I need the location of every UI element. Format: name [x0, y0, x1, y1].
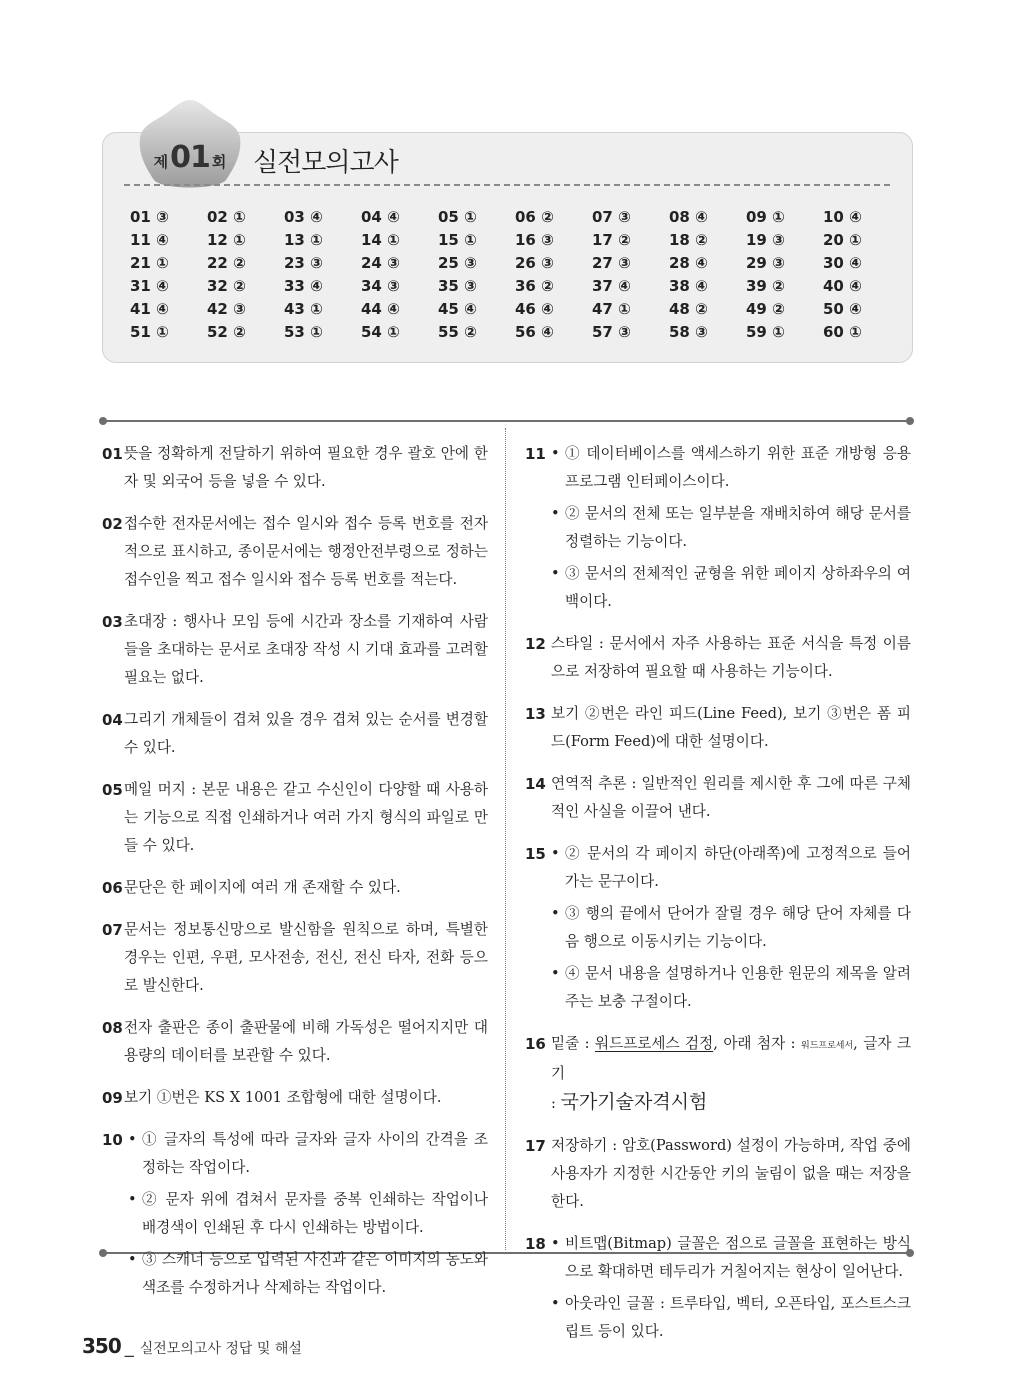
- footer-title: 실전모의고사 정답 및 해설: [139, 1341, 302, 1357]
- exam-title: 실전모의고사: [253, 148, 398, 178]
- question-number: 01: [102, 445, 123, 463]
- subscript-label: , 아래 첨자 :: [713, 1035, 801, 1052]
- answer-cell: 48 ②: [669, 299, 708, 318]
- bullet-item: • ② 문자 위에 겹쳐서 문자를 중복 인쇄하는 작업이나 배경색이 인쇄된 후 다시 인쇄하는 방법이다.: [128, 1186, 488, 1242]
- question-number: 18: [525, 1235, 546, 1253]
- explanation-text: 그리기 개체들이 겹쳐 있을 경우 겹쳐 있는 순서를 변경할 수 있다.: [124, 711, 488, 756]
- explanation-text: 스타일 : 문서에서 자주 사용하는 표준 서식을 특정 이름으로 저장하여 필요할 때 사용하는 기능이다.: [551, 635, 911, 680]
- answer-cell: 29 ③: [746, 253, 785, 272]
- answer-cell: 46 ④: [515, 299, 554, 318]
- font-size-label: , 글자 크기: [551, 1035, 911, 1082]
- bullet-text: ② 문자 위에 겹쳐서 문자를 중복 인쇄하는 작업이나 배경색이 인쇄된 후 다시 인쇄하는 방법이다.: [142, 1191, 488, 1236]
- answer-cell: 14 ①: [361, 230, 400, 249]
- answer-cell: 15 ①: [438, 230, 477, 249]
- answer-cell: 38 ④: [669, 276, 708, 295]
- explanation-text: 메일 머지 : 본문 내용은 같고 수신인이 다양할 때 사용하는 기능으로 직접 인쇄하거나 여러 가지 형식의 파일로 만들 수 있다.: [124, 781, 488, 854]
- round-badge: [148, 140, 232, 175]
- answer-cell: 31 ④: [130, 276, 169, 295]
- badge-number: 01: [170, 140, 210, 175]
- answer-row: [130, 274, 900, 297]
- explanation-text: 보기 ②번은 라인 피드(Line Feed), 보기 ③번은 폼 피드(Form Feed)에 대한 설명이다.: [551, 705, 911, 750]
- answer-cell: 40 ④: [823, 276, 862, 295]
- answer-cell: 51 ①: [130, 322, 169, 341]
- bullet-item: • ② 문서의 전체 또는 일부분을 재배치하여 해당 문서를 정렬하는 기능이다.: [551, 500, 911, 556]
- answer-cell: 59 ①: [746, 322, 785, 341]
- bullet-item: • 아웃라인 글꼴 : 트루타입, 벡터, 오픈타입, 포스트스크립트 등이 있다.: [551, 1290, 911, 1346]
- answer-cell: 52 ②: [207, 322, 246, 341]
- subscript-sample: 워드프로세서: [801, 1041, 854, 1051]
- answer-cell: 24 ③: [361, 253, 400, 272]
- answer-cell: 53 ①: [284, 322, 323, 341]
- answer-cell: 43 ①: [284, 299, 323, 318]
- answer-cell: 04 ④: [361, 207, 400, 226]
- answer-cell: 03 ④: [284, 207, 323, 226]
- explanation-item: [102, 776, 488, 860]
- bullet-list: [551, 440, 911, 616]
- answer-cell: 26 ③: [515, 253, 554, 272]
- explanation-item: [525, 1230, 911, 1346]
- question-number: 10: [102, 1131, 123, 1149]
- explanations-left-column: [102, 440, 488, 1302]
- answer-cell: 47 ①: [592, 299, 631, 318]
- answer-cell: 22 ②: [207, 253, 246, 272]
- answer-cell: 33 ④: [284, 276, 323, 295]
- badge-suffix: 회: [211, 153, 227, 171]
- answer-cell: 32 ②: [207, 276, 246, 295]
- bullet-text: ④ 문서 내용을 설명하거나 인용한 원문의 제목을 알려주는 보충 구절이다.: [565, 965, 911, 1010]
- font-size-sample: 국가기술자격시험: [560, 1091, 708, 1113]
- explanation-text: [551, 1030, 911, 1118]
- explanation-text: 접수한 전자문서에는 접수 일시와 접수 등록 번호를 전자적으로 표시하고, 종이문서에는 행정안전부령으로 정하는 접수인을 찍고 접수 일시와 접수 등록 번호를 적는다.: [124, 515, 488, 588]
- divider-dot: [906, 417, 914, 425]
- answer-cell: 07 ③: [592, 207, 631, 226]
- answer-cell: 45 ④: [438, 299, 477, 318]
- bullet-item: • ② 문서의 각 페이지 하단(아래쪽)에 고정적으로 들어가는 문구이다.: [551, 840, 911, 896]
- badge-prefix: 제: [153, 153, 169, 171]
- colon: :: [551, 1095, 561, 1112]
- answer-cell: 50 ④: [823, 299, 862, 318]
- answer-cell: 18 ②: [669, 230, 708, 249]
- answer-cell: 08 ④: [669, 207, 708, 226]
- bullet-text: ② 문서의 전체 또는 일부분을 재배치하여 해당 문서를 정렬하는 기능이다.: [565, 505, 911, 550]
- dashed-divider: [124, 184, 890, 186]
- question-number: 02: [102, 515, 123, 533]
- answer-row: [130, 205, 900, 228]
- question-number: 03: [102, 613, 123, 631]
- bullet-text: 비트맵(Bitmap) 글꼴은 점으로 글꼴을 표현하는 방식으로 확대하면 테두리가 거칠어지는 현상이 일어난다.: [565, 1235, 911, 1280]
- page-number: 350: [82, 1334, 121, 1358]
- answer-cell: 02 ①: [207, 207, 246, 226]
- answer-cell: 30 ④: [823, 253, 862, 272]
- answer-cell: 20 ①: [823, 230, 862, 249]
- question-number: 15: [525, 845, 546, 863]
- explanation-item: [525, 1030, 911, 1118]
- explanation-item: [102, 874, 488, 902]
- bullet-item: • ③ 행의 끝에서 단어가 잘릴 경우 해당 단어 자체를 다음 행으로 이동시키는 기능이다.: [551, 900, 911, 956]
- page-footer: [82, 1334, 302, 1358]
- explanation-text: 저장하기 : 암호(Password) 설정이 가능하며, 작업 중에 사용자가 지정한 시간동안 키의 눌림이 없을 때는 저장을 한다.: [551, 1137, 911, 1210]
- explanation-text: 전자 출판은 종이 출판물에 비해 가독성은 떨어지지만 대용량의 데이터를 보관할 수 있다.: [124, 1019, 488, 1064]
- bullet-item: • ③ 스캐너 등으로 입력된 사진과 같은 이미지의 농도와 색조를 수정하거나 삭제하는 작업이다.: [128, 1246, 488, 1302]
- answer-cell: 09 ①: [746, 207, 785, 226]
- explanation-text: 연역적 추론 : 일반적인 원리를 제시한 후 그에 따른 구체적인 사실을 이끌어 낸다.: [551, 775, 911, 820]
- answer-cell: 11 ④: [130, 230, 169, 249]
- explanation-item: [102, 440, 488, 496]
- question-number: 07: [102, 921, 123, 939]
- bullet-text: 아웃라인 글꼴 : 트루타입, 벡터, 오픈타입, 포스트스크립트 등이 있다.: [565, 1295, 911, 1340]
- question-number: 09: [102, 1089, 123, 1107]
- answer-cell: 36 ②: [515, 276, 554, 295]
- answer-cell: 41 ④: [130, 299, 169, 318]
- explanation-item: [102, 1084, 488, 1112]
- answer-cell: 01 ③: [130, 207, 169, 226]
- bullet-text: ① 데이터베이스를 액세스하기 위한 표준 개방형 응용 프로그램 인터페이스이다.: [565, 445, 911, 490]
- column-divider: [505, 428, 506, 1250]
- explanation-item: [525, 770, 911, 826]
- answer-cell: 25 ③: [438, 253, 477, 272]
- explanation-item: [525, 840, 911, 1016]
- top-divider: [102, 420, 911, 422]
- explanation-item: [102, 1126, 488, 1302]
- explanation-text: 문서는 정보통신망으로 발신함을 원칙으로 하며, 특별한 경우는 인편, 우편, 모사전송, 전신, 전신 타자, 전화 등으로 발신한다.: [124, 921, 488, 994]
- explanation-item: [102, 706, 488, 762]
- answer-cell: 58 ③: [669, 322, 708, 341]
- bullet-list: [551, 1230, 911, 1346]
- answer-cell: 37 ④: [592, 276, 631, 295]
- explanation-text: 문단은 한 페이지에 여러 개 존재할 수 있다.: [124, 879, 401, 896]
- footer-separator: _: [124, 1337, 134, 1358]
- answer-cell: 21 ①: [130, 253, 169, 272]
- bullet-item: • ④ 문서 내용을 설명하거나 인용한 원문의 제목을 알려주는 보충 구절이다.: [551, 960, 911, 1016]
- bullet-list: [128, 1126, 488, 1302]
- divider-dot: [99, 417, 107, 425]
- answer-cell: 19 ③: [746, 230, 785, 249]
- explanation-item: [525, 1132, 911, 1216]
- bullet-text: ② 문서의 각 페이지 하단(아래쪽)에 고정적으로 들어가는 문구이다.: [565, 845, 911, 890]
- answer-cell: 17 ②: [592, 230, 631, 249]
- answer-cell: 60 ①: [823, 322, 862, 341]
- explanation-item: [102, 916, 488, 1000]
- bullet-list: [551, 840, 911, 1016]
- bullet-text: ① 글자의 특성에 따라 글자와 글자 사이의 간격을 조정하는 작업이다.: [142, 1131, 488, 1176]
- answer-row: [130, 297, 900, 320]
- answer-cell: 13 ①: [284, 230, 323, 249]
- bullet-item: • ① 글자의 특성에 따라 글자와 글자 사이의 간격을 조정하는 작업이다.: [128, 1126, 488, 1182]
- explanation-item: [525, 700, 911, 756]
- answer-cell: 56 ④: [515, 322, 554, 341]
- question-number: 11: [525, 445, 546, 463]
- answer-cell: 28 ④: [669, 253, 708, 272]
- answer-cell: 35 ③: [438, 276, 477, 295]
- question-number: 08: [102, 1019, 123, 1037]
- answer-row: [130, 320, 900, 343]
- explanation-item: [525, 440, 911, 616]
- answer-row: [130, 251, 900, 274]
- answer-row: [130, 228, 900, 251]
- question-number: 16: [525, 1035, 546, 1053]
- explanation-text: 뜻을 정확하게 전달하기 위하여 필요한 경우 괄호 안에 한자 및 외국어 등을 넣을 수 있다.: [124, 445, 488, 490]
- explanation-item: [102, 1014, 488, 1070]
- answer-cell: 10 ④: [823, 207, 862, 226]
- answer-cell: 12 ①: [207, 230, 246, 249]
- answer-grid: [130, 205, 900, 343]
- bullet-text: ③ 스캐너 등으로 입력된 사진과 같은 이미지의 농도와 색조를 수정하거나 삭제하는 작업이다.: [142, 1251, 488, 1296]
- question-number: 12: [525, 635, 546, 653]
- answer-cell: 55 ②: [438, 322, 477, 341]
- answer-cell: 57 ③: [592, 322, 631, 341]
- bullet-text: ③ 문서의 전체적인 균형을 위한 페이지 상하좌우의 여백이다.: [565, 565, 911, 610]
- bullet-item: • ① 데이터베이스를 액세스하기 위한 표준 개방형 응용 프로그램 인터페이스이다.: [551, 440, 911, 496]
- answer-cell: 49 ②: [746, 299, 785, 318]
- explanation-item: [102, 608, 488, 692]
- answer-cell: 39 ②: [746, 276, 785, 295]
- explanation-item: [102, 510, 488, 594]
- question-number: 13: [525, 705, 546, 723]
- answer-cell: 44 ④: [361, 299, 400, 318]
- underlined-sample: 워드프로세스 검정: [595, 1035, 714, 1052]
- bullet-item: • 비트맵(Bitmap) 글꼴은 점으로 글꼴을 표현하는 방식으로 확대하면 테두리가 거칠어지는 현상이 일어난다.: [551, 1230, 911, 1286]
- answer-cell: 06 ②: [515, 207, 554, 226]
- answer-cell: 16 ③: [515, 230, 554, 249]
- answer-cell: 34 ③: [361, 276, 400, 295]
- explanation-item: [525, 630, 911, 686]
- bullet-item: • ③ 문서의 전체적인 균형을 위한 페이지 상하좌우의 여백이다.: [551, 560, 911, 616]
- explanation-text: 보기 ①번은 KS X 1001 조합형에 대한 설명이다.: [124, 1089, 442, 1106]
- answer-cell: 05 ①: [438, 207, 477, 226]
- question-number: 17: [525, 1137, 546, 1155]
- answer-cell: 23 ③: [284, 253, 323, 272]
- question-number: 04: [102, 711, 123, 729]
- question-number: 14: [525, 775, 546, 793]
- question-number: 06: [102, 879, 123, 897]
- question-number: 05: [102, 781, 123, 799]
- answer-cell: 54 ①: [361, 322, 400, 341]
- answer-cell: 42 ③: [207, 299, 246, 318]
- explanations-right-column: [525, 440, 911, 1346]
- bullet-text: ③ 행의 끝에서 단어가 잘릴 경우 해당 단어 자체를 다음 행으로 이동시키는 기능이다.: [565, 905, 911, 950]
- underline-label: 밑줄 :: [551, 1035, 596, 1052]
- answer-cell: 27 ③: [592, 253, 631, 272]
- explanation-text: 초대장 : 행사나 모임 등에 시간과 장소를 기재하여 사람들을 초대하는 문서로 초대장 작성 시 기대 효과를 고려할 필요는 없다.: [124, 613, 488, 686]
